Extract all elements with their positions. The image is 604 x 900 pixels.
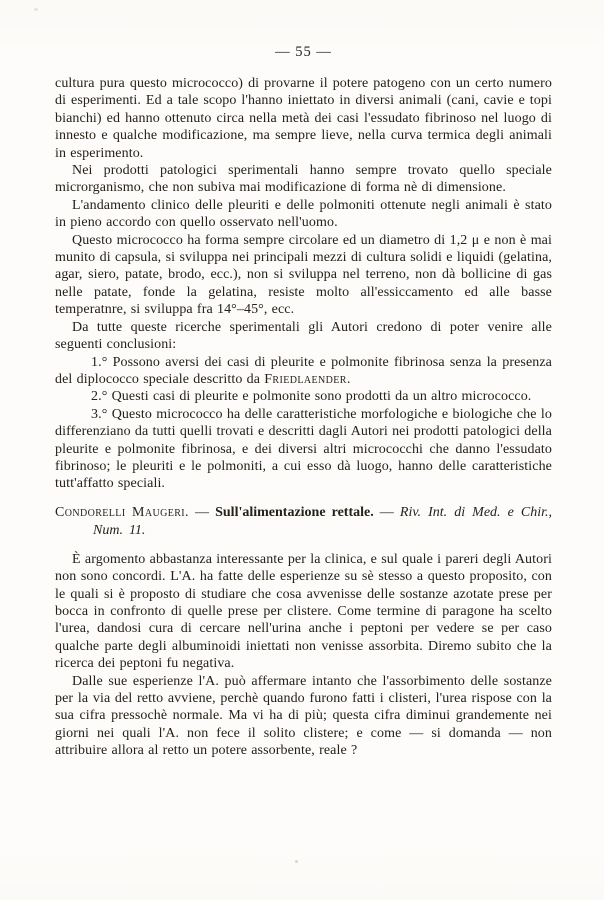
conclusion-text-before: 1.° Possono aversi dei casi di pleurite e polmonite fibrinosa senza la presenza del diplococco speciale descritto da — [55, 354, 552, 387]
heading-separator: — — [188, 504, 216, 520]
page-content — [55, 44, 552, 760]
paragraph: Nei prodotti patologici sperimentali hanno sempre trovato quello speciale microrganismo, che non subiva mai modificazione di forma nè di dimensione. — [55, 163, 552, 196]
journal-reference: Riv. Int. di Med. e Chir., Num. 11. — [93, 504, 553, 539]
paragraph: Da tutte queste ricerche sperimentali gli Autori credono di poter venire alle seguenti conclusioni: — [55, 319, 552, 353]
paragraph-continuation: cultura pura questo micrococco) di provarne il potere patogeno con un certo numero di esperimenti. Ed a tale scopo l'hanno iniettato in diversi animali (cani, cavie e topi bianchi) ed hanno ottenuto circa nella metà dei casi l'essudato fibrinoso nel luogo di innesto e qualche modificazione, ma sempre lieve, nella curva termica degli animali in esperimento. — [55, 76, 552, 161]
scan-speck — [34, 8, 38, 11]
heading-separator: — — [373, 504, 400, 520]
paragraph: Questo micrococco ha forma sempre circolare ed un diametro di 1,2 μ e non è mai munito di capsula, si sviluppa nei principali mezzi di cultura solidi e liquidi (gelatina, agar, siero, patate, brodo, ecc.), non si sviluppa nel terreno, non dà bollicine di gas nelle patate, fonde la gelatina, resiste molto all'essiccamento ed alle basse temperatnre, si sviluppa fra 14°–45°, ecc. — [55, 232, 552, 318]
article-title: Sull'alimentazione rettale. — [215, 504, 374, 520]
review-author-names: Condorelli Maugeri. — [55, 504, 189, 520]
page-number: — 55 — — [275, 44, 332, 60]
paragraph: Dalle sue esperienze l'A. può affermare intanto che l'assorbimento delle sostanze per la via del retto avviene, perchè quando furono fatti i clisteri, l'urea rispose con la sua cifra pressochè normale. Ma vi ha di più; questa cifra diminui grandemente nei giorni nei quali l'A. non fece il solito clistere; e come — si domanda — non attribuire allora al retto un potere assorbente, reale ? — [55, 673, 552, 759]
conclusion-item-1 — [55, 354, 552, 389]
paragraph: L'andamento clinico delle pleuriti e delle polmoniti ottenute negli animali è stato in pieno accordo con quello osservato nell'uomo. — [55, 197, 552, 231]
article-heading — [55, 504, 552, 541]
paragraph: È argomento abbastanza interessante per la clinica, e sul quale i pareri degli Autori non sono concordi. L'A. ha fatte delle esperienze su sè stesso a questo proposito, con le quali si è proposto di studiare che cosa avvenisse delle sostanze azotate prese per bocca in confronto di quelle prese per clistere. Come termine di paragone ha scelto l'urea, dandosi cura di cercare nell'urina anche i peptoni per vedere se per caso qualche parte degli albuminoidi iniettati non venisse assorbita. Diremo subito che la ricerca dei peptoni fu negativa. — [55, 551, 552, 672]
conclusion-item-2: 2.° Questi casi di pleurite e polmonite sono prodotti da un altro micrococco. — [91, 389, 532, 405]
scan-speck — [295, 860, 298, 863]
conclusion-item-3: 3.° Questo micrococco ha delle caratteristiche morfologiche e biologiche che lo differenziano da tutti quelli trovati e descritti dagli Autori nei prodotti patologici della pleurite e polmonite fibrinosa, e dei diversi altri micrococchi che danno l'essudato fibrinoso; le pleuriti e le polmoniti, a cui esso dà luogo, hanno delle caratteristiche tutt'affatto speciali. — [55, 406, 552, 492]
conclusion-text-after: . — [346, 371, 351, 387]
cited-author-name: Friedlaender — [264, 371, 347, 387]
